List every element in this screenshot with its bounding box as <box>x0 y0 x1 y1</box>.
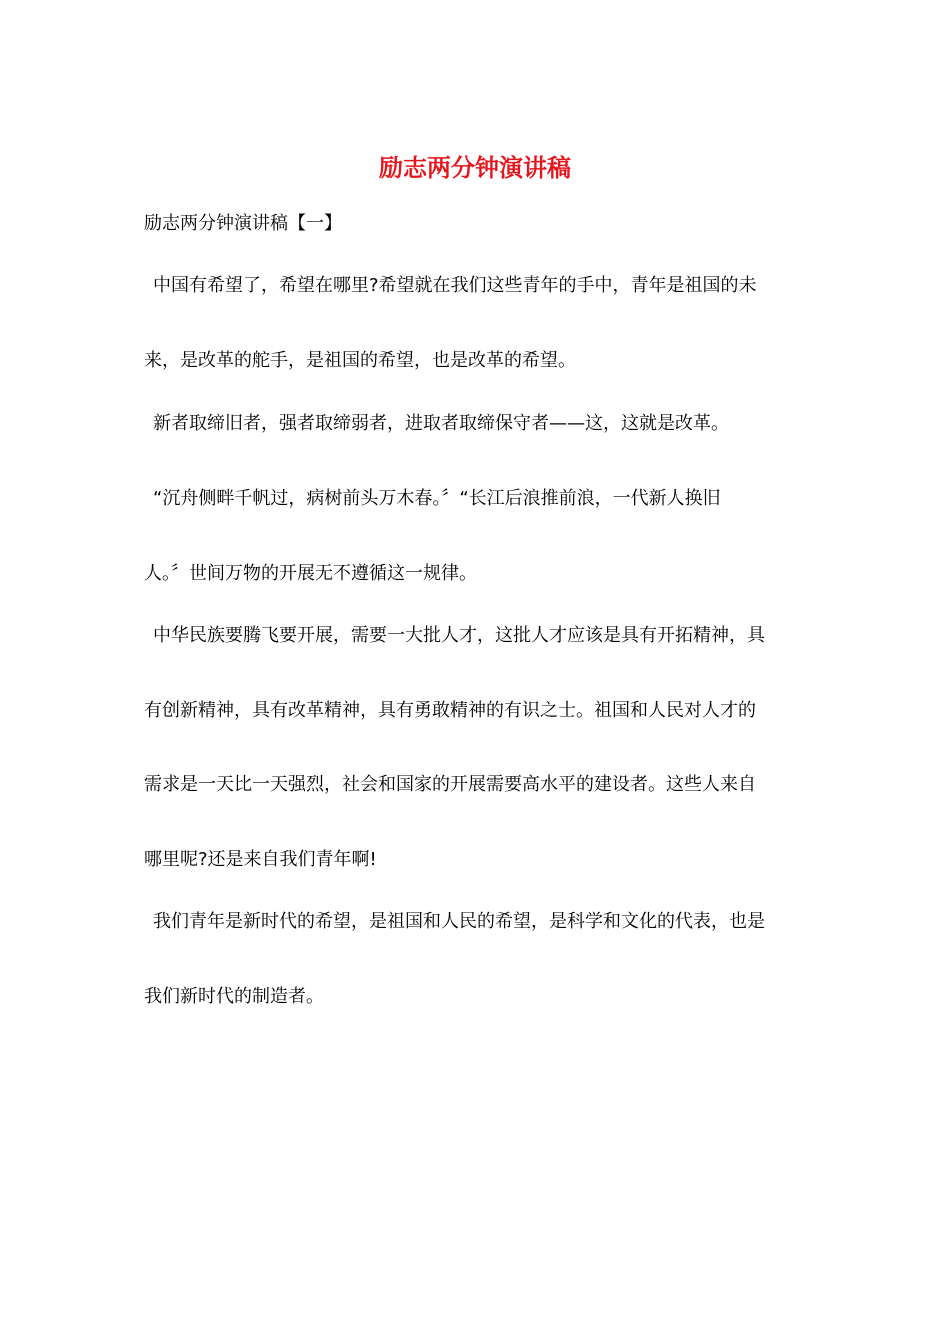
paragraph-line: 中华民族要腾飞要开展，需要一大批人才，这批人才应该是具有开拓精神，具 <box>153 625 765 646</box>
paragraph-line: 我们青年是新时代的希望，是祖国和人民的希望，是科学和文化的代表，也是 <box>153 911 765 932</box>
paragraph-line: 中国有希望了，希望在哪里?希望就在我们这些青年的手中，青年是祖国的未 <box>153 275 757 296</box>
document-title: 励志两分钟演讲稿 <box>379 154 571 182</box>
paragraph-line: 哪里呢?还是来自我们青年啊! <box>144 849 377 870</box>
paragraph-line: 人。〞世间万物的开展无不遵循这一规律。 <box>144 563 477 584</box>
paragraph-line: 需求是一天比一天强烈，社会和国家的开展需要高水平的建设者。这些人来自 <box>144 774 756 795</box>
paragraph-line: 有创新精神，具有改革精神，具有勇敢精神的有识之士。祖国和人民对人才的 <box>144 700 756 721</box>
paragraph-line: 来，是改革的舵手，是祖国的希望，也是改革的希望。 <box>144 350 576 371</box>
section-heading: 励志两分钟演讲稿【一】 <box>144 213 342 234</box>
paragraph-line: “沉舟侧畔千帆过，病树前头万木春。〞“长江后浪推前浪，一代新人换旧 <box>153 488 721 509</box>
paragraph-line: 我们新时代的制造者。 <box>144 986 324 1007</box>
paragraph-line: 新者取缔旧者，强者取缔弱者，进取者取缔保守者——这，这就是改革。 <box>153 413 729 434</box>
